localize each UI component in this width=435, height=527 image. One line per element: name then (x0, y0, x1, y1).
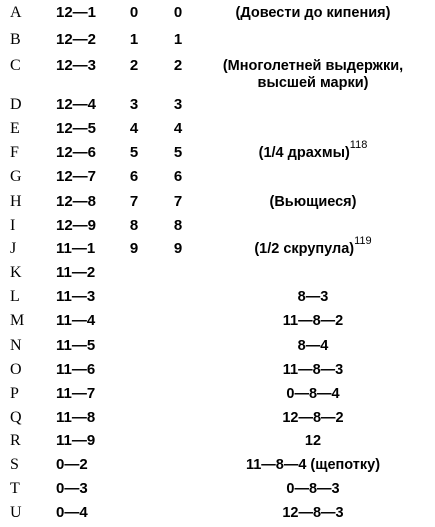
row-letter: L (10, 288, 20, 305)
row-code: 11—7 (56, 385, 96, 402)
row-number-2: 0 (173, 4, 183, 21)
row-letter: I (10, 217, 16, 234)
row-code: 11—6 (56, 361, 96, 378)
row-note (196, 359, 430, 381)
row-code: 0—2 (56, 456, 88, 473)
row-number-2: 4 (173, 120, 183, 137)
row-number-2: 1 (173, 31, 183, 48)
table-row (0, 166, 435, 188)
row-number-1: 8 (129, 217, 139, 234)
row-note-text: (Довести до кипения) (235, 5, 391, 21)
table-row (0, 310, 435, 332)
row-letter: O (10, 361, 22, 378)
row-note (196, 502, 430, 524)
row-code: 11—1 (56, 240, 96, 257)
table-row (0, 191, 435, 213)
row-code: 12—5 (56, 120, 97, 137)
row-letter: S (10, 456, 19, 473)
row-number-2: 8 (173, 217, 183, 234)
row-note-text: 0—8—3 (286, 481, 340, 497)
row-letter: U (10, 504, 22, 521)
row-number-2: 5 (173, 144, 183, 161)
table-row (0, 118, 435, 140)
row-number-1: 1 (129, 31, 139, 48)
row-note-text: (1/4 драхмы) (258, 145, 350, 161)
row-letter: F (10, 144, 19, 161)
table-row (0, 286, 435, 308)
row-letter: T (10, 480, 20, 497)
row-letter: A (10, 4, 22, 21)
row-note-text: (Многолетней выдержки, (222, 58, 404, 74)
row-note (196, 235, 430, 260)
table-row (0, 478, 435, 500)
table-row (0, 430, 435, 452)
row-note-text: 12 (304, 433, 322, 449)
row-note-text: (Вьющиеся) (269, 194, 357, 210)
table-row (0, 215, 435, 237)
row-number-2: 7 (173, 193, 183, 210)
row-note-text: 11—8—2 (282, 313, 344, 329)
table-row (0, 94, 435, 116)
row-letter: P (10, 385, 19, 402)
row-code: 11—3 (56, 288, 96, 305)
table-row (0, 335, 435, 357)
row-code: 12—4 (56, 96, 97, 113)
row-note (196, 310, 430, 332)
table-row (0, 502, 435, 524)
row-note-text: 11—8—3 (282, 362, 344, 378)
row-number-2: 9 (173, 240, 183, 257)
row-note (196, 430, 430, 452)
row-letter: K (10, 264, 22, 281)
row-number-1: 6 (129, 168, 139, 185)
row-code: 11—4 (56, 312, 96, 329)
row-note-text: 8—4 (297, 338, 329, 354)
row-code: 11—8 (56, 409, 96, 426)
row-code: 12—2 (56, 31, 97, 48)
table-row (0, 139, 435, 164)
row-note (196, 454, 430, 476)
row-number-1: 0 (129, 4, 139, 21)
row-code: 0—4 (56, 504, 88, 521)
row-code: 12—9 (56, 217, 97, 234)
row-letter: H (10, 193, 22, 210)
table-row (0, 262, 435, 284)
row-letter: B (10, 31, 21, 48)
row-note (196, 407, 430, 429)
table-row (0, 235, 435, 260)
row-letter: Q (10, 409, 22, 426)
row-number-1: 9 (129, 240, 139, 257)
row-code: 11—2 (56, 264, 96, 281)
row-number-2: 2 (173, 57, 183, 74)
row-number-1: 3 (129, 96, 139, 113)
row-number-2: 6 (173, 168, 183, 185)
row-letter: R (10, 432, 21, 449)
row-code: 11—5 (56, 337, 96, 354)
table-row (0, 2, 435, 24)
row-letter: C (10, 57, 21, 74)
row-note (196, 478, 430, 500)
row-letter: M (10, 312, 25, 329)
row-letter: J (10, 240, 17, 257)
row-note (196, 191, 430, 213)
row-letter: D (10, 96, 22, 113)
row-code: 12—1 (56, 4, 97, 21)
row-code: 12—8 (56, 193, 97, 210)
row-note-text: 12—8—2 (282, 410, 344, 426)
row-number-2: 3 (173, 96, 183, 113)
row-note-text: 12—8—3 (282, 505, 344, 521)
table-row (0, 383, 435, 405)
table-row (0, 359, 435, 381)
row-letter: G (10, 168, 22, 185)
row-number-1: 2 (129, 57, 139, 74)
row-letter: E (10, 120, 20, 137)
row-code: 12—6 (56, 144, 97, 161)
row-number-1: 5 (129, 144, 139, 161)
row-note-text: (1/2 скрупула) (254, 241, 355, 257)
footnote-marker: 119 (354, 235, 372, 247)
table-row (0, 454, 435, 476)
row-note (196, 2, 430, 24)
footnote-marker: 118 (349, 139, 368, 151)
row-note-text: 8—3 (297, 289, 329, 305)
row-note (196, 335, 430, 357)
row-number-1: 4 (129, 120, 139, 137)
table-row (0, 29, 435, 51)
row-code: 0—3 (56, 480, 88, 497)
row-note-text: 11—8—4 (щепотку) (245, 457, 381, 473)
row-number-1: 7 (129, 193, 139, 210)
row-note-text: 0—8—4 (286, 386, 340, 402)
row-note (196, 383, 430, 405)
row-note (196, 139, 430, 164)
row-code: 11—9 (56, 432, 96, 449)
row-code: 12—7 (56, 168, 97, 185)
row-note (196, 286, 430, 308)
row-note-continuation: высшей марки) (257, 75, 369, 91)
table-row (0, 407, 435, 429)
table-row (0, 55, 435, 91)
row-letter: N (10, 337, 22, 354)
row-code: 12—3 (56, 57, 97, 74)
